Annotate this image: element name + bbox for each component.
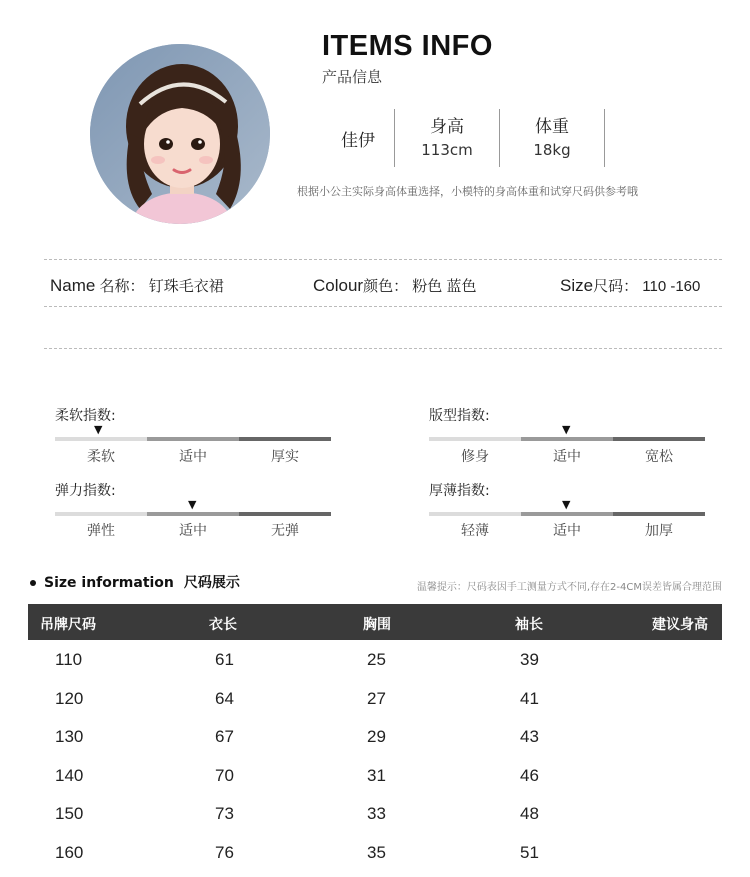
name-value: 钉珠毛衣裙: [148, 278, 224, 295]
thickness-marker-icon: ▼: [562, 498, 571, 511]
scale-label: 适中: [179, 449, 207, 465]
table-cell: 33: [367, 804, 386, 823]
table-cell: 25: [367, 650, 386, 669]
items-info-subtitle: 产品信息: [322, 68, 383, 86]
size-note: 温馨提示：尺码表因手工测量方式不同,存在2-4CM误差皆属合理范围: [416, 582, 722, 593]
table-cell: 110: [55, 650, 83, 669]
table-row: [0, 689, 750, 727]
model-height: [395, 115, 499, 161]
divider: [604, 109, 605, 167]
fit-scale: [429, 437, 705, 441]
product-size: [560, 275, 700, 296]
table-cell: 48: [520, 804, 539, 823]
table-cell: 160: [55, 842, 84, 862]
table-cell: 64: [215, 688, 234, 708]
model-note: 根据小公主实际身高体重选择，小模特的身高体重和试穿尺码供参考哦: [297, 185, 638, 198]
table-cell: 70: [215, 765, 234, 785]
height-value: 113cm: [421, 141, 473, 159]
table-cell: 73: [215, 804, 234, 823]
dashed-divider: [44, 306, 722, 307]
thickness-index-title: 厚薄指数:: [429, 483, 490, 499]
product-name: [50, 275, 224, 296]
scale-label: 轻薄: [461, 523, 489, 539]
table-cell: 51: [520, 842, 539, 862]
table-cell: 67: [215, 727, 234, 746]
dashed-divider: [44, 348, 722, 349]
size-en: Size: [560, 276, 594, 295]
stretch-scale: [55, 512, 331, 516]
softness-labels: [55, 446, 331, 466]
table-cell: 130: [55, 727, 84, 746]
size-info-heading: [30, 572, 240, 592]
size-heading-en: Size information: [44, 575, 174, 591]
weight-value: 18kg: [533, 141, 571, 159]
table-row: [0, 650, 750, 688]
fit-index-title: 版型指数:: [429, 408, 490, 424]
table-cell: 27: [367, 688, 386, 708]
model-weight: [500, 115, 604, 161]
dashed-divider: [44, 259, 722, 260]
table-cell: 46: [520, 765, 539, 785]
column-header: 衣长: [209, 617, 237, 633]
thickness-scale: [429, 512, 705, 516]
thickness-labels: [429, 520, 705, 540]
table-row: [0, 727, 750, 765]
table-cell: 29: [367, 727, 386, 746]
stretch-marker-icon: ▼: [188, 498, 197, 511]
size-table-header: [28, 604, 722, 640]
table-cell: 43: [520, 727, 539, 746]
table-cell: 76: [215, 842, 234, 862]
size-label: 尺码：: [593, 278, 639, 295]
scale-label: 适中: [553, 449, 581, 465]
scale-label: 适中: [553, 523, 581, 539]
table-cell: 61: [215, 650, 234, 669]
table-cell: 140: [55, 765, 84, 785]
softness-marker-icon: ▼: [94, 423, 103, 436]
bullet-icon: [30, 580, 36, 586]
model-name: 佳伊: [341, 130, 375, 151]
product-colour: [313, 275, 476, 296]
table-cell: 41: [520, 688, 539, 708]
table-cell: 31: [367, 765, 386, 785]
colour-label: 颜色：: [363, 278, 409, 295]
model-stats: [322, 108, 605, 168]
table-row: [0, 804, 750, 842]
table-cell: 39: [520, 650, 539, 669]
fit-marker-icon: ▼: [562, 423, 571, 436]
table-cell: 120: [55, 688, 84, 708]
height-label: 身高: [430, 117, 464, 137]
softness-index-title: 柔软指数:: [55, 408, 116, 424]
scale-label: 无弹: [271, 523, 299, 539]
table-cell: 35: [367, 842, 386, 862]
column-header: 吊牌尺码: [40, 617, 96, 633]
name-label: 名称：: [99, 278, 145, 295]
table-cell: 150: [55, 804, 84, 823]
scale-label: 适中: [179, 523, 207, 539]
column-header: 胸围: [363, 617, 391, 633]
softness-scale: [55, 437, 331, 441]
scale-label: 厚实: [271, 449, 299, 465]
model-photo: [90, 44, 270, 224]
column-header: 袖长: [515, 617, 543, 633]
weight-label: 体重: [535, 117, 569, 137]
stretch-labels: [55, 520, 331, 540]
table-row: [0, 766, 750, 804]
scale-label: 加厚: [645, 523, 673, 539]
scale-label: 柔软: [87, 449, 115, 465]
scale-label: 宽松: [645, 449, 673, 465]
size-value: 110 -160: [642, 278, 701, 295]
table-row: [0, 843, 750, 877]
colour-en: Colour: [313, 276, 364, 295]
items-info-title: ITEMS INFO: [322, 30, 493, 62]
stretch-index-title: 弹力指数:: [55, 483, 116, 499]
column-header: 建议身高: [652, 617, 708, 633]
size-heading-cn: 尺码展示: [183, 575, 240, 591]
name-en: Name: [50, 276, 96, 295]
scale-label: 弹性: [87, 523, 115, 539]
fit-labels: [429, 446, 705, 466]
colour-value: 粉色 蓝色: [412, 278, 477, 295]
scale-label: 修身: [461, 449, 489, 465]
